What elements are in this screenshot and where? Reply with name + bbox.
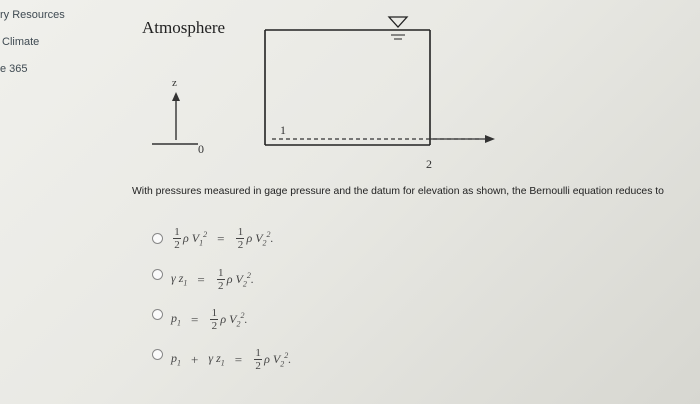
point-1-label: 1 (280, 123, 286, 137)
equals-sign: = (191, 311, 199, 327)
diagram-title: Atmosphere (142, 18, 226, 37)
equals-sign: = (217, 230, 225, 246)
equation-term: ρ $V_2^2$. (246, 229, 274, 248)
equation-term: ρ $V_2^2$. (264, 350, 292, 369)
z-axis-arrowhead (172, 92, 180, 101)
exit-arrowhead (485, 135, 495, 143)
equation-term: $p_1$ (171, 311, 181, 328)
sidebar-link-365[interactable]: e 365 (0, 63, 28, 75)
radio-button-d[interactable] (152, 349, 163, 360)
answer-option-c[interactable] (152, 308, 247, 331)
fraction-half: $\frac{1}{2}$ (237, 226, 244, 251)
fraction-half: $\frac{1}{2}$ (174, 226, 180, 251)
fraction-half: $\frac{1}{2}$ (211, 307, 218, 332)
equation-term: ρ $V_2^2$. (226, 270, 254, 289)
answer-option-b[interactable] (152, 268, 254, 291)
equals-sign: = (197, 271, 205, 287)
equation-term: γ $z_1$ (208, 351, 225, 368)
equation-term: $p_1$ (171, 351, 181, 368)
sidebar (0, 0, 110, 404)
equals-sign: = (234, 351, 243, 367)
radio-button-a[interactable] (152, 233, 163, 244)
equation-term: ρ $V_1^2$ (183, 229, 208, 248)
answer-option-d[interactable] (152, 348, 291, 371)
sidebar-link-climate[interactable]: Climate (2, 36, 40, 48)
equation-term: ρ $V_2^2$. (220, 310, 248, 329)
datum-label: 0 (198, 142, 204, 156)
sidebar-link-resources[interactable]: ry Resources (0, 9, 65, 21)
free-surface-symbol (389, 17, 407, 27)
question-text: With pressures measured in gage pressure and the datum for elevation as shown, the Bernoulli equation reduces to (132, 186, 664, 197)
point-2-label: 2 (426, 157, 432, 171)
radio-button-b[interactable] (152, 269, 163, 280)
answer-option-a[interactable] (152, 227, 274, 250)
fraction-half: $\frac{1}{2}$ (218, 267, 224, 292)
z-axis-label: z (172, 77, 177, 89)
radio-button-c[interactable] (152, 309, 163, 320)
plus-sign: + (191, 351, 199, 367)
tank-diagram (130, 8, 650, 183)
equation-term: γ $z_1$ (171, 271, 188, 288)
fraction-half: $\frac{1}{2}$ (255, 347, 261, 372)
